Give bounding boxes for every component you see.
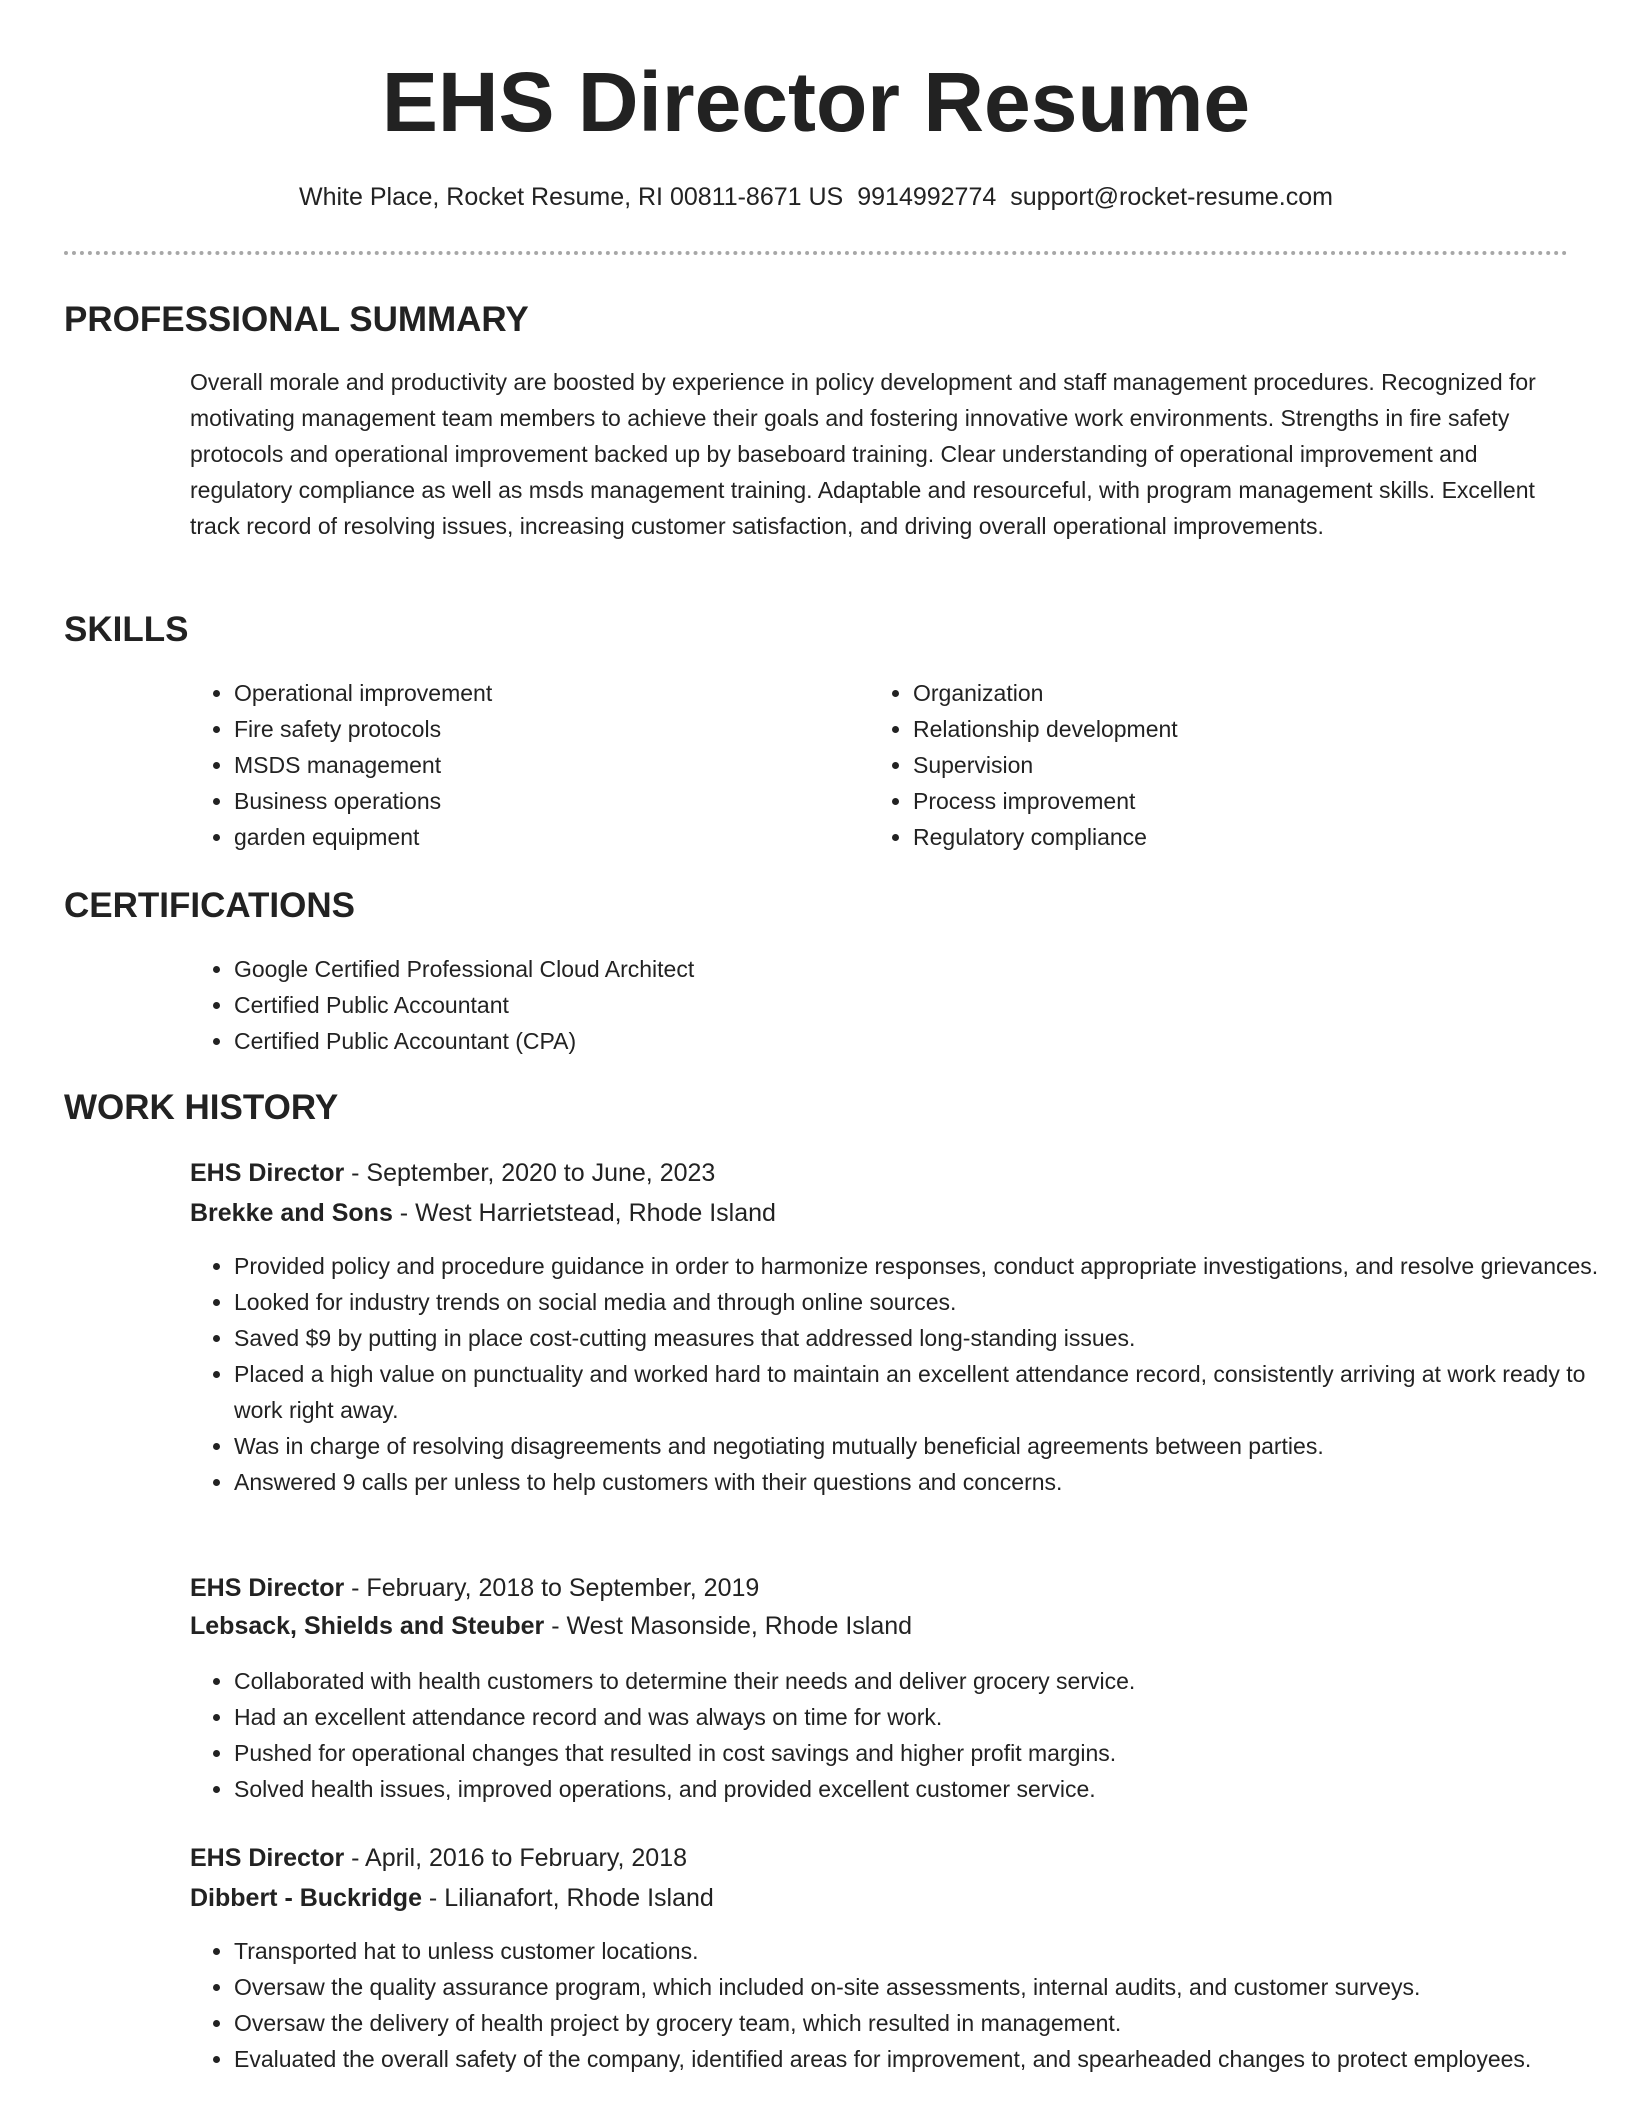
job-bullets xyxy=(190,1248,1614,1500)
skill-item: • Business operations xyxy=(234,783,794,819)
job-bullet: • Collaborated with health customers to determine their needs and deliver grocery service. xyxy=(234,1663,1614,1699)
certifications-list xyxy=(190,951,1534,1059)
job-location: - Lilianafort, Rhode Island xyxy=(421,1884,714,1912)
job-title: EHS Director xyxy=(190,1159,345,1187)
summary-text: Overall morale and productivity are boosted by experience in policy development and staff management procedures. Recognized for motivating management team members to achieve their goals and fostering innovative work environments. Strengths in fire safety protocols and operational improvement backed up by baseboard training. Clear understanding of operational improvement and regulatory compliance as well as msds management training. Adaptable and resourceful, with program management skills. Excellent track record of resolving issues, increasing customer satisfaction, and driving overall operational improvements. xyxy=(190,369,1536,539)
job-bullet: • Oversaw the quality assurance program, which included on-site assessments, internal audits, and customer surveys. xyxy=(234,1969,1614,2005)
job-company: Brekke and Sons xyxy=(190,1199,393,1227)
skill-item: • Process improvement xyxy=(913,783,1473,819)
job-bullet: • Looked for industry trends on social media and through online sources. xyxy=(234,1284,1614,1320)
job-bullets xyxy=(190,1663,1614,1807)
skill-item: • Fire safety protocols xyxy=(234,711,794,747)
skill-item: • Organization xyxy=(913,675,1473,711)
contact-address: White Place, Rocket Resume, RI 00811-8671 US xyxy=(298,183,844,211)
contact-line xyxy=(0,180,1632,214)
skill-item: • Relationship development xyxy=(913,711,1473,747)
job-dates: - February, 2018 to September, 2019 xyxy=(344,1574,760,1602)
job-location: - West Harrietstead, Rhode Island xyxy=(392,1199,776,1227)
job-company: Lebsack, Shields and Steuber xyxy=(190,1612,545,1640)
job-bullet: • Evaluated the overall safety of the company, identified areas for improvement, and spearheaded changes to protect employees. xyxy=(234,2041,1614,2077)
job-title: EHS Director xyxy=(190,1844,345,1872)
job-title-line xyxy=(190,1155,715,1191)
job-dates: - April, 2016 to February, 2018 xyxy=(344,1844,688,1872)
skill-item: • Regulatory compliance xyxy=(913,819,1473,855)
job-company: Dibbert - Buckridge xyxy=(190,1884,422,1912)
job-bullet: • Oversaw the delivery of health project by grocery team, which resulted in management. xyxy=(234,2005,1614,2041)
job-bullet: • Provided policy and procedure guidance in order to harmonize responses, conduct appropriate investigations, and resolve grievances. xyxy=(234,1248,1614,1284)
job-bullet: • Saved $9 by putting in place cost-cutting measures that addressed long-standing issues. xyxy=(234,1320,1614,1356)
job-company-line xyxy=(190,1195,776,1231)
skill-item: • garden equipment xyxy=(234,819,794,855)
job-bullet: • Had an excellent attendance record and was always on time for work. xyxy=(234,1699,1614,1735)
job-bullet: • Placed a high value on punctuality and worked hard to maintain an excellent attendance record, consistently arriving at work ready to work right away. xyxy=(234,1356,1614,1428)
job-bullet: • Transported hat to unless customer locations. xyxy=(234,1933,1614,1969)
job-location: - West Masonside, Rhode Island xyxy=(544,1612,913,1640)
job-company-line xyxy=(190,1880,714,1916)
skill-item: • Operational improvement xyxy=(234,675,794,711)
job-bullet: • Answered 9 calls per unless to help customers with their questions and concerns. xyxy=(234,1464,1614,1500)
job-bullet: • Was in charge of resolving disagreements and negotiating mutually beneficial agreements between parties. xyxy=(234,1428,1614,1464)
skills-list-left xyxy=(190,675,794,855)
certification-item: • Google Certified Professional Cloud Architect xyxy=(234,951,1534,987)
certifications-heading: CERTIFICATIONS xyxy=(64,886,356,925)
job-bullet: • Pushed for operational changes that resulted in cost savings and higher profit margins. xyxy=(234,1735,1614,1771)
job-bullet: • Solved health issues, improved operations, and provided excellent customer service. xyxy=(234,1771,1614,1807)
skill-item: • MSDS management xyxy=(234,747,794,783)
work-history-heading: WORK HISTORY xyxy=(64,1088,339,1127)
contact-email: support@rocket-resume.com xyxy=(1010,183,1333,211)
skills-heading: SKILLS xyxy=(64,610,189,649)
skills-list-right xyxy=(869,675,1473,855)
job-title: EHS Director xyxy=(190,1574,345,1602)
certification-item: • Certified Public Accountant (CPA) xyxy=(234,1023,1534,1059)
job-title-line xyxy=(190,1840,687,1876)
summary-heading: PROFESSIONAL SUMMARY xyxy=(64,300,529,339)
certification-item: • Certified Public Accountant xyxy=(234,987,1534,1023)
resume-title: EHS Director Resume xyxy=(381,55,1251,149)
contact-phone: 9914992774 xyxy=(857,183,997,211)
job-company-line xyxy=(190,1608,912,1644)
skill-item: • Supervision xyxy=(913,747,1473,783)
job-bullets xyxy=(190,1933,1614,2077)
job-title-line xyxy=(190,1570,759,1606)
header-divider xyxy=(64,251,1568,255)
job-dates: - September, 2020 to June, 2023 xyxy=(344,1159,716,1187)
